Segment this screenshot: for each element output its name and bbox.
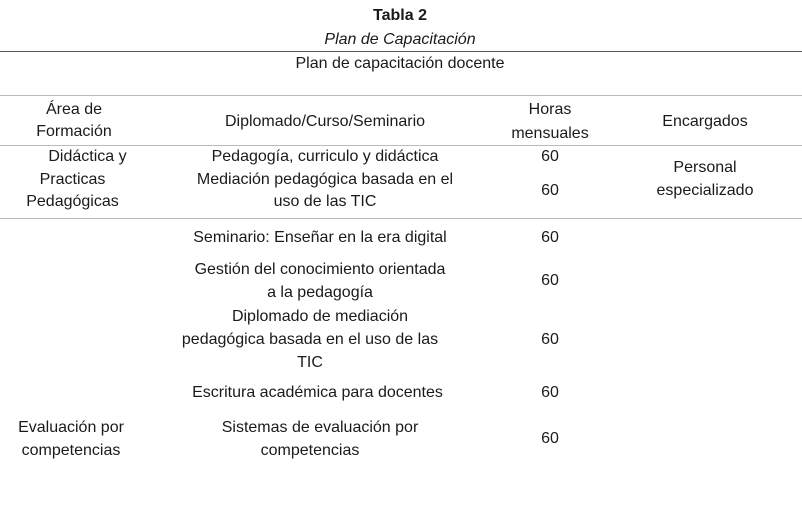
- area-evaluacion-line2: competencias: [21, 442, 121, 459]
- area-didactica-line3: Pedagógicas: [26, 193, 119, 210]
- curso-cell: a la pedagogía: [267, 284, 373, 301]
- curso-cell: Gestión del conocimiento orientada: [194, 261, 446, 278]
- curso-cell: Escritura académica para docentes: [192, 384, 443, 401]
- curso-cell: Diplomado de mediación: [231, 308, 409, 325]
- horas-cell: 60: [541, 331, 559, 348]
- header-area-line1: Área de: [45, 101, 103, 118]
- area-didactica-line1: Didáctica y: [48, 148, 127, 165]
- curso-cell: uso de las TIC: [273, 193, 377, 210]
- header-area-line2: Formación: [36, 123, 112, 140]
- curso-cell: Mediación pedagógica basada en el: [196, 171, 454, 188]
- header-curso: Diplomado/Curso/Seminario: [224, 113, 426, 130]
- horas-cell: 60: [541, 148, 559, 165]
- curso-cell: Seminario: Enseñar en la era digital: [193, 229, 447, 246]
- horas-cell: 60: [541, 272, 559, 289]
- curso-cell: pedagógica basada en el uso de las: [181, 331, 439, 348]
- horas-cell: 60: [541, 430, 559, 447]
- encargado-line1: Personal: [673, 159, 737, 176]
- area-evaluacion-line1: Evaluación por: [18, 419, 124, 436]
- area-didactica-line2: Practicas: [39, 171, 106, 188]
- curso-cell: Sistemas de evaluación por: [221, 419, 419, 436]
- horas-cell: 60: [541, 182, 559, 199]
- curso-cell: Pedagogía, curriculo y didáctica: [211, 148, 439, 165]
- group-divider-rule: [0, 218, 802, 219]
- curso-cell: competencias: [260, 442, 360, 459]
- horas-cell: 60: [541, 384, 559, 401]
- table-label: Tabla 2: [373, 7, 427, 24]
- header-horas-line2: mensuales: [511, 125, 589, 142]
- encargado-line2: especializado: [656, 182, 754, 199]
- header-horas-line1: Horas: [528, 101, 572, 118]
- header-top-rule: [0, 95, 802, 96]
- horas-cell: 60: [541, 229, 559, 246]
- top-rule: [0, 51, 802, 52]
- header-encargados: Encargados: [662, 113, 748, 130]
- table-super-header: Plan de capacitación docente: [295, 55, 505, 72]
- curso-cell: TIC: [297, 354, 323, 371]
- table-title: Plan de Capacitación: [324, 31, 476, 48]
